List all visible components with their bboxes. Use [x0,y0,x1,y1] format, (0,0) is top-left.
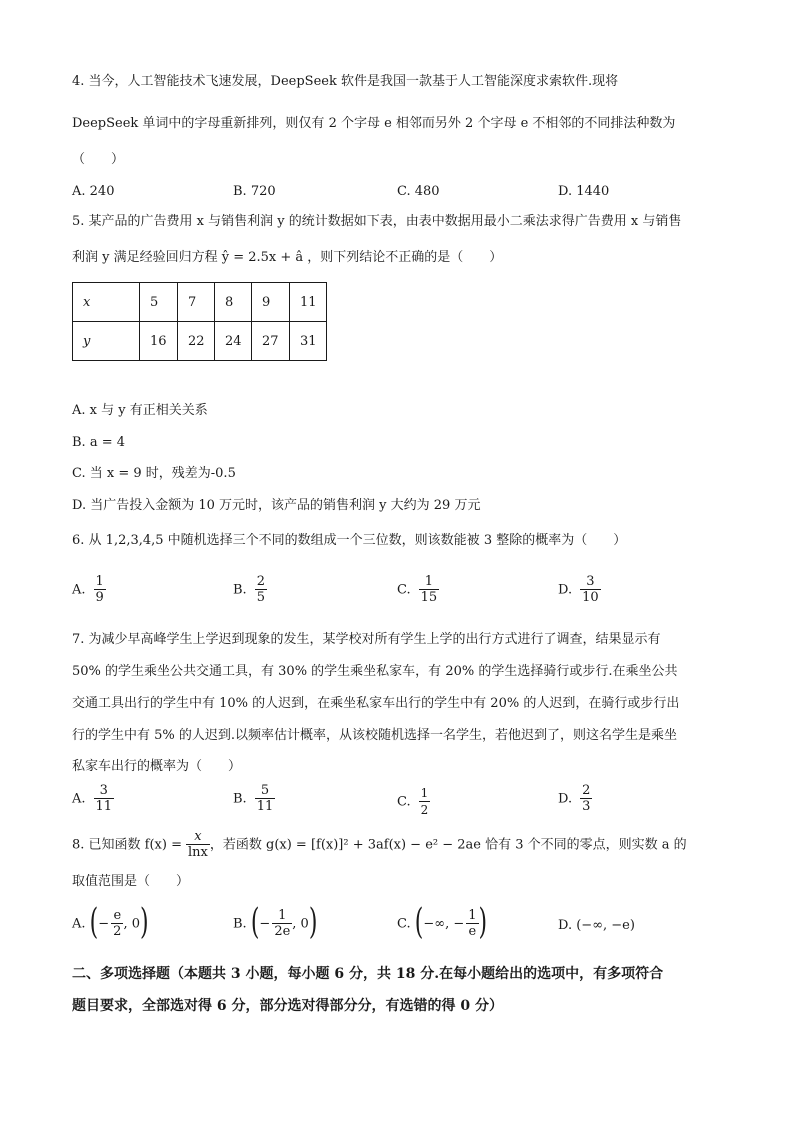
q7-stem-line4: 行的学生中有 5% 的人迟到.以频率估计概率，从该校随机选择一名学生，若他迟到了，则这名学生是乘坐 [72,728,678,743]
q8-option-c: C. (−∞, − $\frac{1}{e}$ ) [397,903,488,944]
q7-stem-line2: 50% 的学生乘坐公共交通工具，有 30% 的学生乘坐私家车，有 20% 的学生选择骑行或步行.在乘坐公共 [72,664,678,679]
table-row-y [73,322,327,361]
fraction: $\frac{1}{15}$ [420,574,438,605]
fraction: $\frac{2}{3}$ [582,783,591,814]
table-cell: 8 [215,283,252,322]
fraction: $\frac{1}{9}$ [95,574,104,605]
q8-stem-line2: 取值范围是（ ） [72,874,190,889]
table-cell: 5 [140,283,178,322]
section2-heading-line2: 题目要求，全部选对得 6 分，部分选对得部分分，有选错的得 0 分） [72,998,503,1014]
q7-option-d [558,783,592,815]
q4-option-a: A. 240 [72,184,115,199]
paren-left: ( [250,903,260,944]
fraction: $\frac{5}{11}$ [256,783,274,814]
section2-heading-line1: 二、多项选择题（本题共 3 小题，每小题 6 分，共 18 分.在每小题给出的选项中，有多项符合 [72,966,664,982]
paren-left: ( [89,903,99,944]
paren-right: ) [478,903,488,944]
q6-option-d [558,574,601,606]
q5-option-a: A. x 与 y 有正相关关系 [72,403,208,418]
q7-stem-line5: 私家车出行的概率为（ ） [72,759,242,774]
q8-prefix: 8. 已知函数 f(x) = [72,837,182,853]
fraction: $\frac{e}{2}$ [113,908,122,939]
q5-data-table [72,282,327,361]
fraction: $\frac{x}{\ln x}$ [187,829,208,860]
paren-left: ( [414,903,424,944]
q7-stem-line1: 7. 为减少早高峰学生上学迟到现象的发生，某学校对所有学生上学的出行方式进行了调查，结果显示有 [72,632,661,647]
table-header-x: x [73,283,140,322]
table-header-y: y [73,322,140,361]
q8-stem-line1 [72,829,687,861]
table-cell: 9 [252,283,290,322]
q8-suffix: ，若函数 g(x) = [f(x)]² + 3af(x) − e² − 2ae 恰有 3 个不同的零点，则实数 a 的 [209,837,687,853]
q8-option-b: B. (− $\frac{1}{2e}$ , 0) [233,903,318,944]
option-label: B. [233,582,247,598]
option-label: B. [233,916,247,932]
q7-option-c [397,786,430,818]
fraction: $\frac{1}{2e}$ [274,908,291,939]
q4-option-b: B. 720 [233,184,276,199]
fraction: $\frac{1}{2}$ [420,786,429,817]
q5-option-c: C. 当 x = 9 时，残差为-0.5 [72,466,236,481]
table-cell: 27 [252,322,290,361]
fraction: $\frac{2}{5}$ [256,574,265,605]
fraction: $\frac{3}{11}$ [95,783,113,814]
q6-option-b [233,574,267,606]
q6-option-c [397,574,439,606]
q4-stem-line2: DeepSeek 单词中的字母重新排列，则仅有 2 个字母 e 相邻而另外 2 个字母 e 不相邻的不同排法种数为 [72,116,676,131]
q4-answer-blank: （ ） [72,152,125,167]
option-label: D. [558,582,573,598]
paren-right: ) [140,903,149,944]
fraction: $\frac{3}{10}$ [582,574,599,605]
q6-option-a [72,574,106,606]
option-label: C. [397,582,411,598]
table-cell: 16 [140,322,178,361]
option-label: C. [397,916,411,932]
q5-stem-line1: 5. 某产品的广告费用 x 与销售利润 y 的统计数据如下表，由表中数据用最小二乘法求得广告费用 x 与销售 [72,214,682,229]
option-label: D. [558,791,573,807]
q8-option-d: D. (−∞, −e) [558,918,635,933]
option-label: A. [72,582,86,598]
option-label: A. [72,791,86,807]
option-label: C. [397,794,411,810]
table-cell: 24 [215,322,252,361]
q8-option-a: A. (− $\frac{e}{2}$ , 0) [72,903,149,944]
option-label: D. [558,918,573,933]
q4-option-d: D. 1440 [558,184,610,199]
table-cell: 11 [290,283,327,322]
option-label: A. [72,916,86,932]
table-row-x [73,283,327,322]
table-cell: 31 [290,322,327,361]
q5-option-d: D. 当广告投入金额为 10 万元时，该产品的销售利润 y 大约为 29 万元 [72,498,481,513]
table-cell: 22 [178,322,215,361]
q4-option-c: C. 480 [397,184,440,199]
fraction: $\frac{1}{e}$ [468,908,477,939]
paren-right: ) [308,903,318,944]
q7-option-a [72,783,114,815]
q6-stem: 6. 从 1,2,3,4,5 中随机选择三个不同的数组成一个三位数，则该数能被 3 整除的概率为（ ） [72,533,627,548]
q7-option-b [233,783,275,815]
table-cell: 7 [178,283,215,322]
q5-stem-line2: 利润 y 满足经验回归方程 ŷ = 2.5x + â ，则下列结论不正确的是（ ） [72,250,503,265]
option-label: B. [233,791,247,807]
q5-option-b: B. a = 4 [72,435,125,450]
q7-stem-line3: 交通工具出行的学生中有 10% 的人迟到，在乘坐私家车出行的学生中有 20% 的人迟到，在骑行或步行出 [72,696,680,711]
q4-stem-line1: 4. 当今，人工智能技术飞速发展，DeepSeek 软件是我国一款基于人工智能深度求索软件.现将 [72,74,619,89]
